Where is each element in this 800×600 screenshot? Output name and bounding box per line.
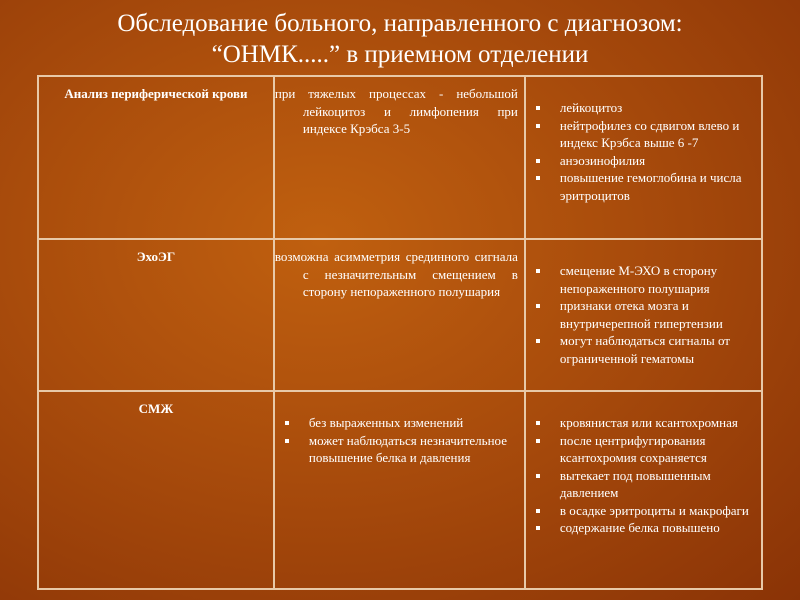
cell-text: возможна асимметрия срединного сигнала с незначительным смещением в сторону непораженного полушария — [274, 239, 525, 391]
list-item: в осадке эритроциты и макрофаги — [532, 502, 755, 520]
row-header: ЭхоЭГ — [38, 239, 274, 391]
list-item: признаки отека мозга и внутричерепной гипертензии — [532, 297, 755, 332]
table-row — [38, 239, 762, 391]
list-item: повышение гемоглобина и числа эритроцитов — [532, 169, 755, 204]
list-item: анэозинофилия — [532, 152, 755, 170]
title-line-2: “ОНМК.....” в приемном отделении — [211, 41, 589, 68]
title-line-1: Обследование больного, направленного с диагнозом: — [117, 10, 683, 37]
list-item: кровянистая или ксантохромная — [532, 414, 755, 432]
cell-list — [525, 76, 762, 239]
cell-list — [525, 239, 762, 391]
list-item: могут наблюдаться сигналы от ограниченной гематомы — [532, 332, 755, 367]
list-item: без выраженных изменений — [281, 414, 518, 432]
slide-title — [0, 8, 800, 70]
cell-list — [274, 391, 525, 589]
row-header: СМЖ — [38, 391, 274, 589]
list-item: нейтрофилез со сдвигом влево и индекс Крэбса выше 6 -7 — [532, 117, 755, 152]
cell-text: при тяжелых процессах - небольшой лейкоцитоз и лимфопения при индексе Крэбса 3-5 — [274, 76, 525, 239]
list-item: лейкоцитоз — [532, 99, 755, 117]
list-item: смещение М-ЭХО в сторону непораженного полушария — [532, 262, 755, 297]
table-row — [38, 391, 762, 589]
row-header: Анализ периферической крови — [38, 76, 274, 239]
comparison-table — [37, 75, 763, 590]
list-item: после центрифугирования ксантохромия сохраняется — [532, 432, 755, 467]
list-item: содержание белка повышено — [532, 519, 755, 537]
list-item: может наблюдаться незначительное повышение белка и давления — [281, 432, 518, 467]
list-item: вытекает под повышенным давлением — [532, 467, 755, 502]
cell-list — [525, 391, 762, 589]
table-row — [38, 76, 762, 239]
